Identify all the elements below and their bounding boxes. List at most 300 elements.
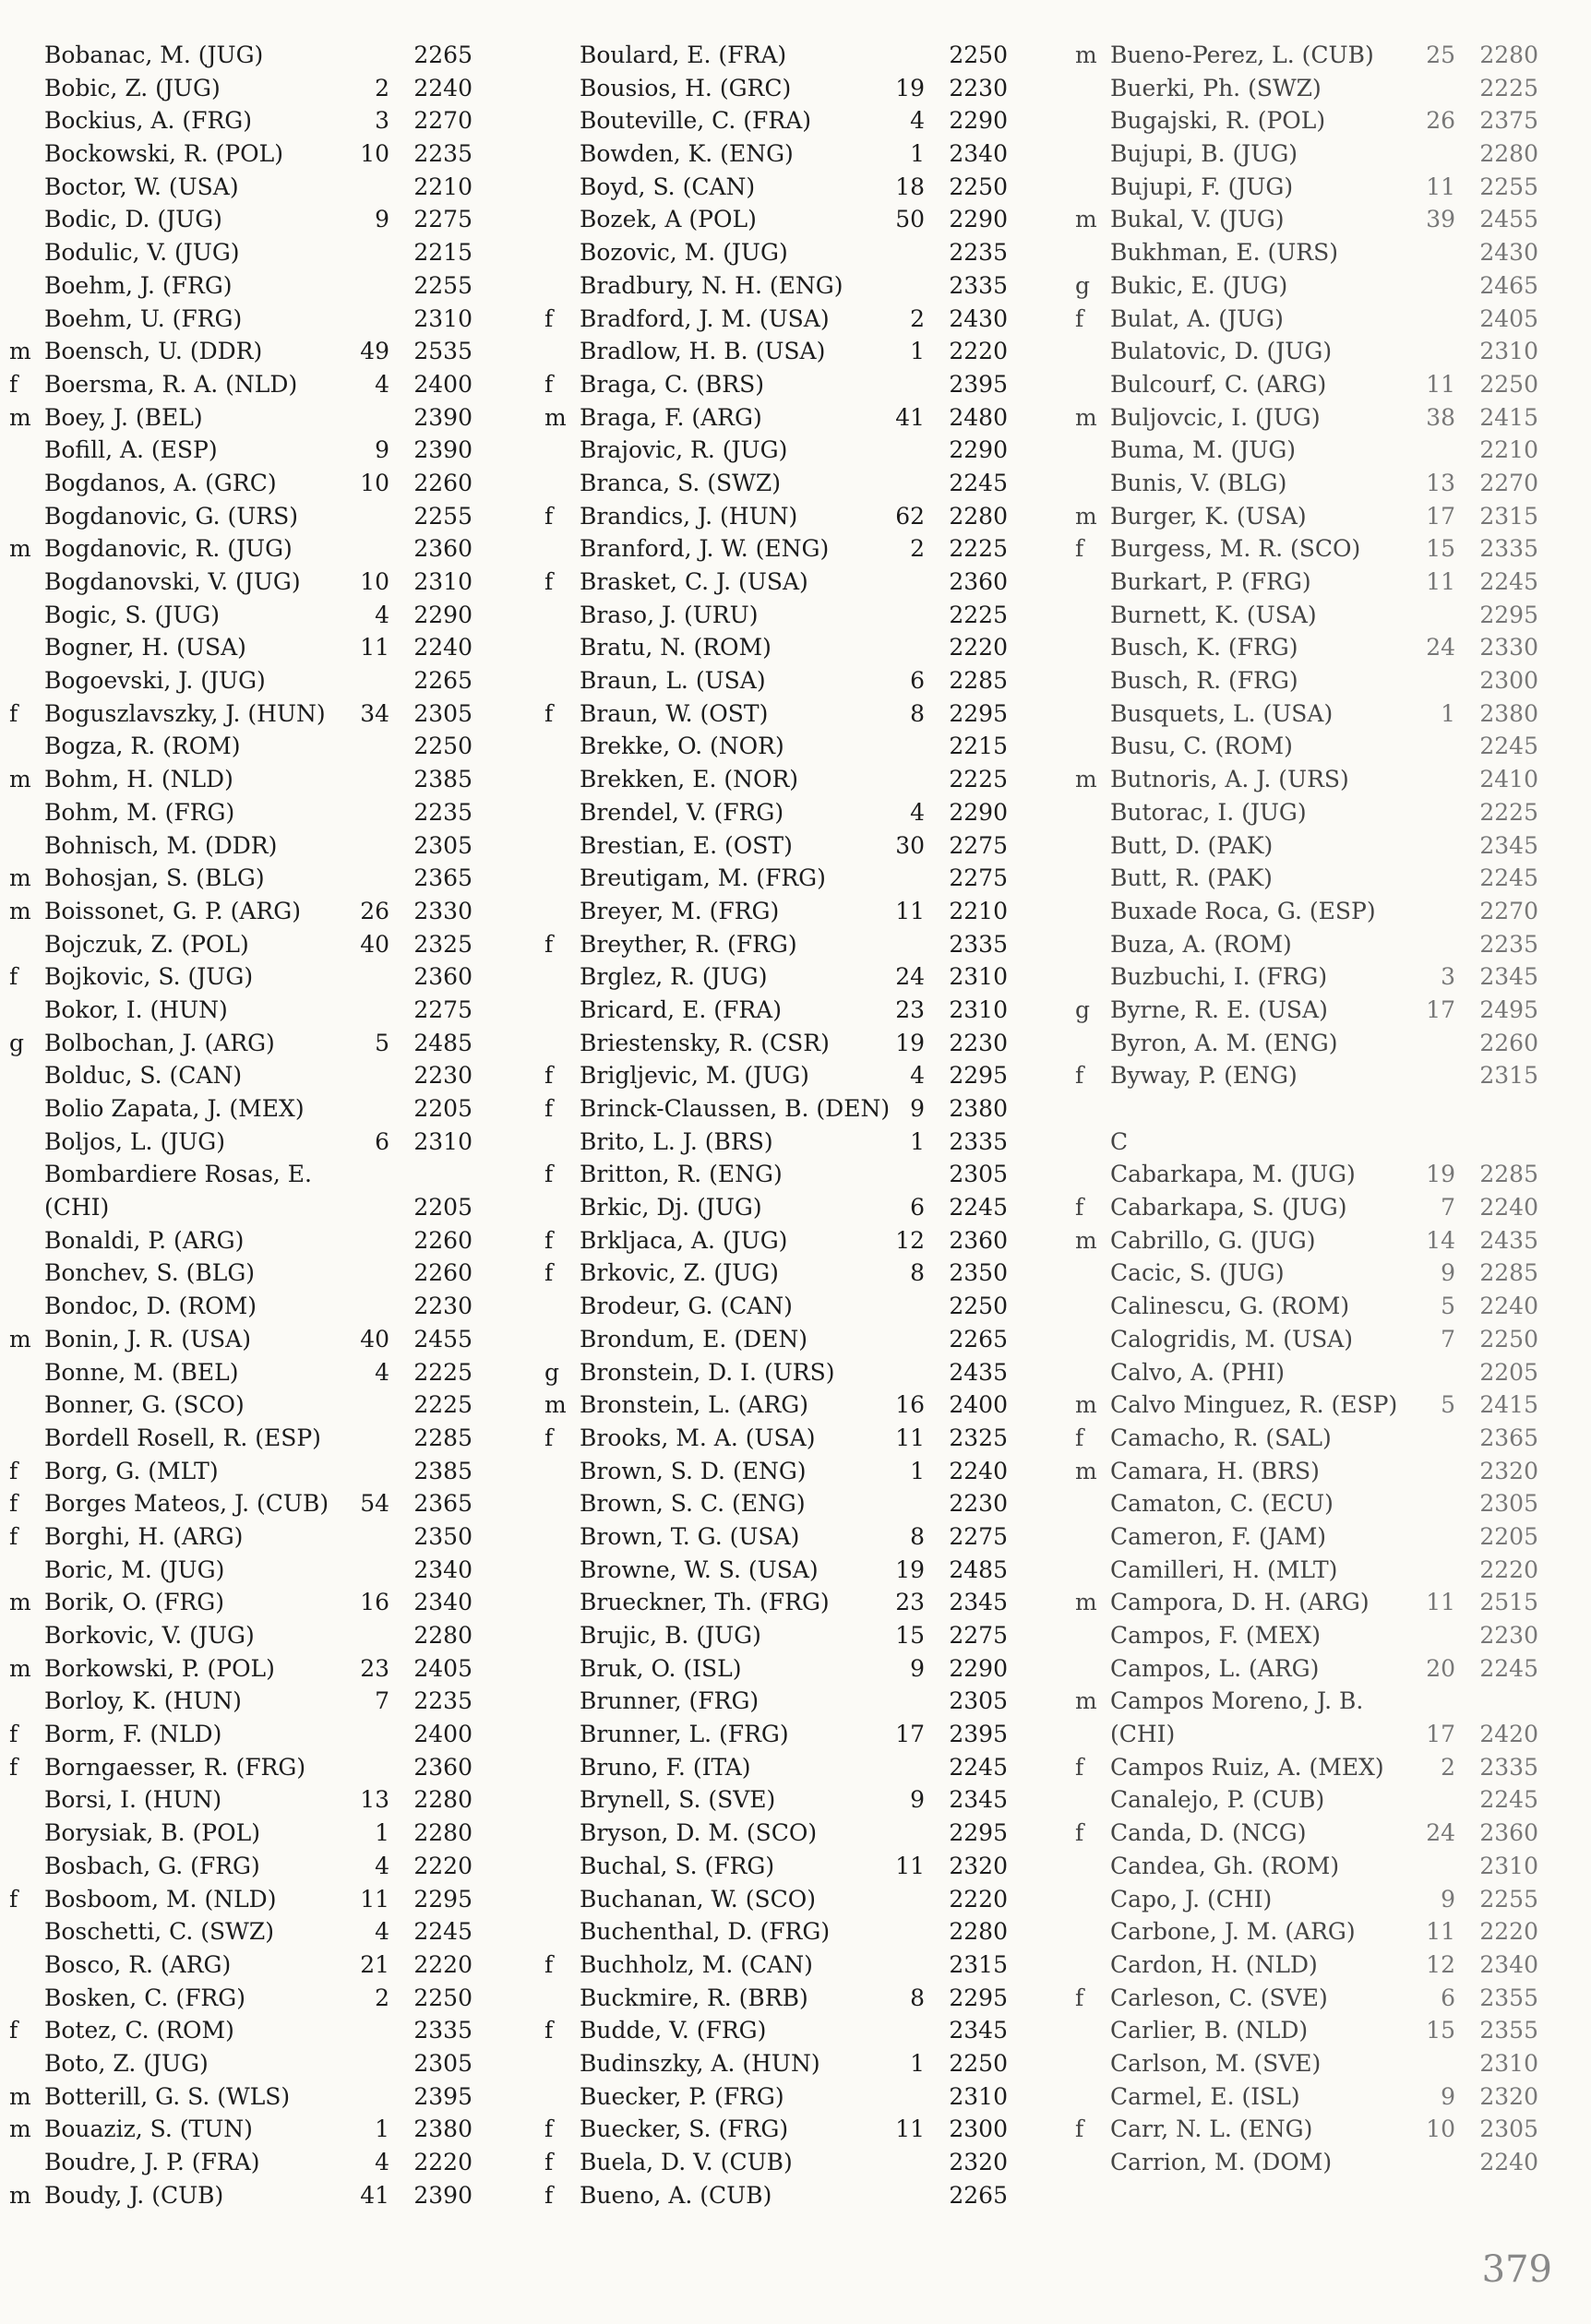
- list-item: [0, 500, 498, 533]
- list-item: [1066, 1883, 1564, 1916]
- games-count: 24: [895, 963, 925, 991]
- list-item: [0, 895, 498, 928]
- title-marker: g: [544, 1358, 560, 1386]
- rating: 2480: [949, 403, 1008, 431]
- list-item: [1066, 1718, 1564, 1751]
- list-item: [1066, 1356, 1564, 1389]
- games-count: 10: [1426, 2115, 1455, 2143]
- title-marker: m: [9, 897, 31, 924]
- rating: 2400: [949, 1391, 1008, 1419]
- list-item: [535, 664, 1034, 697]
- player-name: Brooks, M. A. (USA): [580, 1424, 816, 1451]
- player-name: Brandics, J. (HUN): [580, 502, 798, 530]
- player-name: Buckmire, R. (BRB): [580, 1984, 808, 2011]
- player-name: Boensch, U. (DDR): [44, 338, 263, 365]
- list-item: [1066, 368, 1564, 401]
- player-name: Bolduc, S. (CAN): [44, 1062, 243, 1090]
- rating: 2275: [413, 995, 473, 1023]
- title-marker: m: [9, 338, 31, 365]
- player-name: Carleson, C. (SVE): [1110, 1984, 1328, 2011]
- list-item: [1066, 500, 1564, 533]
- player-name: Cabrillo, G. (JUG): [1110, 1226, 1316, 1254]
- rating: 2515: [1479, 1589, 1538, 1616]
- player-name: Boulard, E. (FRA): [580, 42, 787, 68]
- rating: 2220: [949, 338, 1008, 365]
- list-item: [1066, 697, 1564, 731]
- list-item: [1066, 763, 1564, 796]
- player-name: Bogza, R. (ROM): [44, 733, 241, 760]
- list-item: [535, 104, 1034, 137]
- rating: 2320: [1479, 1457, 1538, 1484]
- list-item: [535, 1388, 1034, 1422]
- player-name: Bozek, A (POL): [580, 206, 757, 233]
- list-item: [535, 1422, 1034, 1455]
- player-name: Bryson, D. M. (SCO): [580, 1819, 818, 1847]
- rating: 2250: [949, 42, 1008, 68]
- list-item: [0, 796, 498, 829]
- player-name: Boctor, W. (USA): [44, 173, 239, 200]
- player-name: Bohnisch, M. (DDR): [44, 831, 278, 859]
- list-item: [0, 1783, 498, 1817]
- rating: 2245: [1479, 864, 1538, 892]
- games-count: 3: [1441, 963, 1455, 991]
- player-name: Boschetti, C. (SWZ): [44, 1918, 274, 1946]
- list-item: [535, 467, 1034, 500]
- player-name: Bruno, F. (ITA): [580, 1753, 751, 1781]
- games-count: 21: [360, 1950, 389, 1978]
- title-marker: m: [1075, 403, 1097, 431]
- player-name: Boersma, R. A. (NLD): [44, 370, 298, 398]
- games-count: 10: [360, 568, 389, 595]
- list-item: [0, 1323, 498, 1356]
- games-count: 4: [910, 798, 925, 826]
- player-name: Camilleri, H. (MLT): [1110, 1555, 1338, 1583]
- rating: 2250: [413, 733, 473, 760]
- player-name: Borm, F. (NLD): [44, 1721, 222, 1748]
- list-item: [1066, 1520, 1564, 1554]
- title-marker: f: [544, 304, 554, 332]
- rating: 2275: [949, 864, 1008, 892]
- player-name: Busch, K. (FRG): [1110, 634, 1298, 661]
- player-name: Bohm, H. (NLD): [44, 766, 233, 793]
- player-name: Cabarkapa, M. (JUG): [1110, 1161, 1356, 1188]
- player-name: Bobanac, M. (JUG): [44, 42, 264, 68]
- rating: 2340: [949, 140, 1008, 168]
- rating: 2270: [1479, 897, 1538, 924]
- rating: 2285: [413, 1424, 473, 1451]
- rating: 2495: [1479, 995, 1538, 1023]
- list-item: [535, 1915, 1034, 1949]
- title-marker: f: [544, 370, 554, 398]
- rating: 2250: [949, 2049, 1008, 2077]
- rating: 2315: [949, 1950, 1008, 1978]
- player-name: Brekken, E. (NOR): [580, 766, 799, 793]
- player-name: Bosbach, G. (FRG): [44, 1852, 260, 1879]
- list-item: [535, 1685, 1034, 1718]
- games-count: 11: [895, 1852, 925, 1879]
- list-item: [535, 39, 1034, 72]
- rating: 2265: [949, 2181, 1008, 2209]
- rating: 2325: [413, 930, 473, 958]
- title-marker: f: [544, 1226, 554, 1254]
- rating: 2250: [1479, 1325, 1538, 1353]
- list-item: [0, 599, 498, 632]
- list-item: [0, 1982, 498, 2015]
- list-item: [0, 2080, 498, 2114]
- games-count: 6: [375, 1127, 389, 1155]
- rating: 2335: [949, 930, 1008, 958]
- title-marker: m: [9, 2115, 31, 2143]
- title-marker: f: [1075, 1424, 1084, 1451]
- games-count: 3: [375, 107, 389, 135]
- player-name: Bowden, K. (ENG): [580, 140, 794, 168]
- title-marker: m: [9, 864, 31, 892]
- player-name: Braga, F. (ARG): [580, 403, 762, 431]
- rating: 2225: [949, 766, 1008, 793]
- player-name: Boudy, J. (CUB): [44, 2181, 224, 2209]
- rating: 2225: [413, 1358, 473, 1386]
- player-name: Burgess, M. R. (SCO): [1110, 535, 1361, 563]
- rating: 2230: [949, 74, 1008, 101]
- games-count: 1: [375, 1819, 389, 1847]
- list-item: [1066, 566, 1564, 599]
- player-name: Borg, G. (MLT): [44, 1457, 219, 1484]
- list-item: [0, 1126, 498, 1159]
- list-item: [1066, 1487, 1564, 1520]
- section-letter: C: [1110, 1128, 1129, 1155]
- list-item: [535, 236, 1034, 269]
- games-count: 16: [360, 1589, 389, 1616]
- list-item: [0, 2113, 498, 2146]
- player-name: Bosken, C. (FRG): [44, 1984, 245, 2011]
- section-heading: [1066, 1092, 1564, 1158]
- games-count: 62: [895, 502, 925, 530]
- player-name: Calinescu, G. (ROM): [1110, 1293, 1350, 1320]
- rating: 2330: [1479, 634, 1538, 661]
- title-marker: m: [1075, 1457, 1097, 1484]
- player-name: Byrne, R. E. (USA): [1110, 995, 1328, 1023]
- list-item: [0, 1817, 498, 1850]
- list-item: [1066, 895, 1564, 928]
- rating: 2395: [949, 370, 1008, 398]
- list-item: [535, 1257, 1034, 1290]
- games-count: 19: [895, 1029, 925, 1056]
- list-item: [1066, 1290, 1564, 1323]
- rating: 2255: [413, 271, 473, 299]
- player-name: Brestian, E. (OST): [580, 831, 793, 859]
- player-name: Bradbury, N. H. (ENG): [580, 271, 843, 299]
- player-name: Brondum, E. (DEN): [580, 1325, 807, 1353]
- player-name: Brown, S. D. (ENG): [580, 1457, 807, 1484]
- player-name: Breutigam, M. (FRG): [580, 864, 826, 892]
- player-name: Braun, L. (USA): [580, 667, 766, 695]
- rating: 2280: [413, 1819, 473, 1847]
- rating: 2220: [413, 2149, 473, 2175]
- list-item: [1066, 664, 1564, 697]
- list-item: [1066, 1586, 1564, 1619]
- games-count: 49: [360, 338, 389, 365]
- rating: 2280: [413, 1786, 473, 1814]
- list-item: [535, 335, 1034, 368]
- rating: 2275: [949, 831, 1008, 859]
- games-count: 5: [1441, 1293, 1455, 1320]
- list-item: [0, 1850, 498, 1883]
- title-marker: f: [9, 1490, 18, 1518]
- title-marker: m: [9, 1325, 31, 1353]
- rating: 2230: [413, 1062, 473, 1090]
- games-count: 10: [360, 469, 389, 496]
- rating: 2235: [413, 798, 473, 826]
- list-item: [535, 1224, 1034, 1257]
- rating: 2285: [1479, 1161, 1538, 1188]
- games-count: 15: [895, 1622, 925, 1649]
- player-name: Borik, O. (FRG): [44, 1589, 224, 1616]
- games-count: 26: [360, 897, 389, 924]
- list-item: [1066, 1027, 1564, 1060]
- list-item: [0, 1455, 498, 1488]
- rating: 2245: [949, 1194, 1008, 1222]
- list-item: [1066, 1949, 1564, 1982]
- rating: 2205: [413, 1194, 473, 1222]
- player-name: Capo, J. (CHI): [1110, 1885, 1273, 1913]
- rating: 2225: [949, 535, 1008, 563]
- rating: 2220: [949, 634, 1008, 661]
- games-count: 18: [895, 173, 925, 200]
- rating: 2290: [949, 436, 1008, 464]
- games-count: 40: [360, 930, 389, 958]
- title-marker: f: [9, 1885, 18, 1913]
- list-item: [535, 1092, 1034, 1126]
- player-name: Bukhman, E. (URS): [1110, 239, 1338, 267]
- player-name: Bockius, A. (FRG): [44, 107, 252, 135]
- rating: 2390: [413, 2181, 473, 2209]
- player-name: Buza, A. (ROM): [1110, 930, 1292, 958]
- page-number: 379: [1481, 2248, 1552, 2291]
- player-name: Brueckner, Th. (FRG): [580, 1589, 830, 1616]
- list-item: [1066, 994, 1564, 1027]
- player-name: Brito, L. J. (BRS): [580, 1127, 773, 1155]
- title-marker: m: [9, 403, 31, 431]
- list-item: [0, 39, 498, 72]
- rating: 2390: [413, 436, 473, 464]
- rating: 2285: [949, 667, 1008, 695]
- title-marker: f: [544, 2181, 554, 2209]
- title-marker: f: [544, 1095, 554, 1122]
- list-item: [535, 862, 1034, 895]
- list-item: [1066, 1422, 1564, 1455]
- title-marker: m: [1075, 502, 1097, 530]
- title-marker: f: [9, 2017, 18, 2044]
- rating: 2295: [949, 1984, 1008, 2011]
- player-name: Bonaldi, P. (ARG): [44, 1226, 245, 1254]
- list-item: [535, 1290, 1034, 1323]
- list-item: [535, 2146, 1034, 2179]
- player-name: Bojkovic, S. (JUG): [44, 963, 254, 991]
- games-count: 38: [1426, 403, 1455, 431]
- player-name: Breyer, M. (FRG): [580, 897, 780, 924]
- games-count: 14: [1426, 1226, 1455, 1254]
- player-name: Bouteville, C. (FRA): [580, 107, 812, 135]
- rating: 2310: [1479, 1852, 1538, 1879]
- player-name: Bogoevski, J. (JUG): [44, 667, 266, 695]
- list-item: [0, 1290, 498, 1323]
- games-count: 9: [910, 1095, 925, 1122]
- list-item: [1066, 269, 1564, 303]
- list-item: [0, 171, 498, 204]
- list-item: [0, 203, 498, 236]
- list-item: [535, 368, 1034, 401]
- games-count: 2: [375, 1984, 389, 2011]
- rating: 2205: [1479, 1522, 1538, 1550]
- player-name: Camacho, R. (SAL): [1110, 1424, 1332, 1451]
- rating: 2350: [949, 1259, 1008, 1287]
- list-item: [1066, 1850, 1564, 1883]
- games-count: 9: [1441, 2082, 1455, 2110]
- player-name: Bosboom, M. (NLD): [44, 1885, 277, 1913]
- list-item: [0, 2047, 498, 2080]
- player-name: Butnoris, A. J. (URS): [1110, 766, 1349, 793]
- list-item: [0, 269, 498, 303]
- games-count: 19: [895, 1555, 925, 1583]
- player-name: Bricard, E. (FRA): [580, 995, 782, 1023]
- player-name: Boyd, S. (CAN): [580, 173, 756, 200]
- rating: 2305: [413, 699, 473, 727]
- list-item: [535, 1455, 1034, 1488]
- title-marker: g: [9, 1029, 25, 1056]
- games-count: 12: [895, 1226, 925, 1254]
- player-name: Brajovic, R. (JUG): [580, 436, 788, 464]
- list-item: [535, 269, 1034, 303]
- player-name: Brinck-Claussen, B. (DEN): [580, 1095, 891, 1122]
- rating: 2345: [1479, 963, 1538, 991]
- games-count: 7: [375, 1687, 389, 1715]
- player-name: Camaton, C. (ECU): [1110, 1490, 1334, 1518]
- games-count: 1: [910, 1127, 925, 1155]
- rating: 2245: [1479, 733, 1538, 760]
- rating: 2205: [1479, 1358, 1538, 1386]
- player-name: Buljovcic, I. (JUG): [1110, 403, 1321, 431]
- list-item: [535, 928, 1034, 961]
- list-item: [535, 1520, 1034, 1554]
- rating: 2240: [413, 634, 473, 661]
- player-name: Buchholz, M. (CAN): [580, 1950, 813, 1978]
- rating: 2245: [949, 469, 1008, 496]
- player-name: Borsi, I. (HUN): [44, 1786, 222, 1814]
- list-item: [1066, 203, 1564, 236]
- player-name: Buchal, S. (FRG): [580, 1852, 775, 1879]
- player-name: Budde, V. (FRG): [580, 2017, 767, 2044]
- rating: 2335: [949, 1127, 1008, 1155]
- list-item: [1066, 2014, 1564, 2047]
- list-item: [1066, 335, 1564, 368]
- rating: 2255: [1479, 173, 1538, 200]
- list-item: [535, 895, 1034, 928]
- player-name: Campos, L. (ARG): [1110, 1654, 1320, 1682]
- rating: 2260: [413, 1226, 473, 1254]
- player-name: Buma, M. (JUG): [1110, 436, 1297, 464]
- games-count: 4: [375, 1852, 389, 1879]
- player-name: Brodeur, G. (CAN): [580, 1293, 793, 1320]
- games-count: 9: [375, 206, 389, 233]
- rating: 2240: [1479, 1293, 1538, 1320]
- list-item: [535, 171, 1034, 204]
- player-name: Bonner, G. (SCO): [44, 1391, 245, 1419]
- rating: 2405: [413, 1654, 473, 1682]
- player-name: Bonchev, S. (BLG): [44, 1259, 256, 1287]
- games-count: 11: [1426, 370, 1455, 398]
- list-item: [535, 434, 1034, 467]
- player-name: Bobic, Z. (JUG): [44, 74, 221, 101]
- player-name: Bronstein, D. I. (URS): [580, 1358, 835, 1386]
- player-name: Buecker, S. (FRG): [580, 2115, 789, 2143]
- list-item: [535, 631, 1034, 664]
- player-name: Brujic, B. (JUG): [580, 1622, 761, 1649]
- list-item: [535, 2014, 1034, 2047]
- list-item: [0, 1718, 498, 1751]
- rating: 2210: [949, 897, 1008, 924]
- rating: 2365: [1479, 1424, 1538, 1451]
- list-item: [0, 730, 498, 763]
- column-2: [535, 39, 1034, 2211]
- list-item: [0, 1027, 498, 1060]
- rating: 2305: [413, 2049, 473, 2077]
- list-item: [1066, 1554, 1564, 1587]
- games-count: 23: [360, 1654, 389, 1682]
- rating: 2230: [1479, 1622, 1538, 1650]
- list-item: [535, 1158, 1034, 1191]
- list-item: [1066, 2113, 1564, 2146]
- games-count: 9: [1441, 1259, 1455, 1287]
- games-count: 11: [895, 1424, 925, 1451]
- list-item: [0, 1191, 498, 1224]
- games-count: 11: [1426, 1918, 1455, 1946]
- rating: 2280: [413, 1622, 473, 1649]
- rating: 2245: [1479, 1786, 1538, 1814]
- title-marker: g: [1075, 271, 1091, 299]
- rating: 2260: [413, 1259, 473, 1287]
- rating: 2360: [413, 1753, 473, 1781]
- games-count: 11: [1426, 568, 1455, 595]
- player-name: Bogdanos, A. (GRC): [44, 469, 277, 496]
- games-count: 4: [375, 370, 389, 398]
- rating: 2360: [949, 1226, 1008, 1254]
- title-marker: f: [1075, 1753, 1084, 1781]
- player-name: Bronstein, L. (ARG): [580, 1391, 808, 1419]
- player-name: Bugajski, R. (POL): [1110, 107, 1326, 135]
- list-item: [535, 1883, 1034, 1916]
- list-item: [535, 566, 1034, 599]
- player-name: Browne, W. S. (USA): [580, 1555, 819, 1583]
- games-count: 8: [910, 1984, 925, 2011]
- player-name: Borkowski, P. (POL): [44, 1654, 275, 1682]
- games-count: 2: [1441, 1753, 1455, 1781]
- player-name: Bouaziz, S. (TUN): [44, 2115, 253, 2143]
- games-count: 6: [1441, 1984, 1455, 2011]
- player-name: Bokor, I. (HUN): [44, 995, 228, 1023]
- player-name: Brown, S. C. (ENG): [580, 1490, 806, 1518]
- list-item: [1066, 1158, 1564, 1191]
- games-count: 17: [895, 1721, 925, 1748]
- list-item: [1066, 104, 1564, 137]
- list-item: [0, 303, 498, 336]
- player-name: Bockowski, R. (POL): [44, 140, 284, 168]
- player-name: Braun, W. (OST): [580, 699, 769, 727]
- games-count: 19: [1426, 1161, 1455, 1188]
- list-item: [535, 599, 1034, 632]
- title-marker: f: [1075, 304, 1084, 332]
- player-name: Brynell, S. (SVE): [580, 1786, 776, 1814]
- title-marker: f: [9, 1522, 18, 1550]
